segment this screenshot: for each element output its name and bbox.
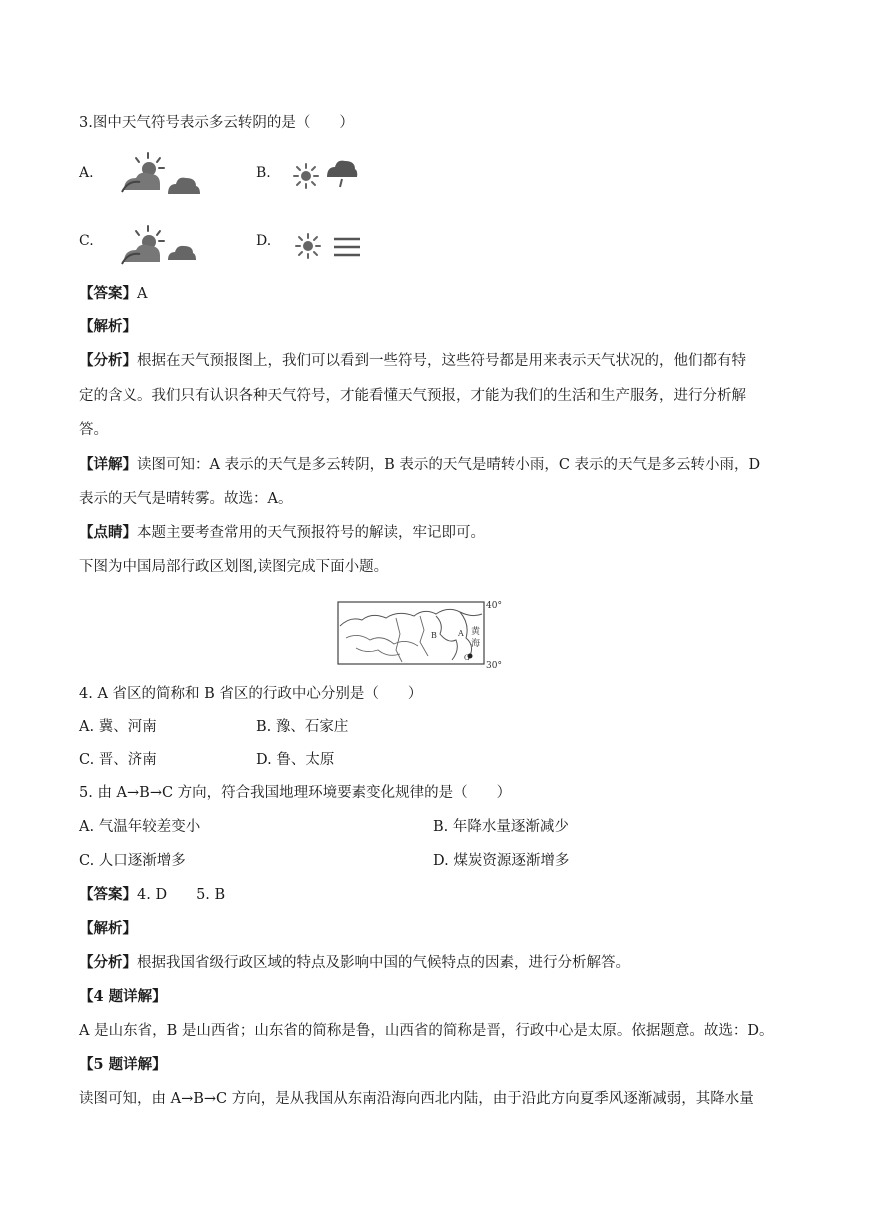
q4-detail-text: A 是山东省，B 是山西省；山东省的简称是鲁，山西省的简称是晋，行政中心是太原。依据题意。故选：D。 bbox=[79, 1023, 774, 1039]
partly-cloudy-icon bbox=[118, 224, 168, 270]
sun-icon bbox=[294, 232, 322, 260]
answer-tag: 【答案】 bbox=[79, 886, 137, 903]
dianjing-tag: 【点睛】 bbox=[79, 524, 137, 541]
map-label-c: C bbox=[464, 654, 470, 662]
q3-fenxi-line-1 bbox=[79, 350, 746, 372]
q3-fenxi-line-2: 定的含义。我们只有认识各种天气符号，才能看懂天气预报，才能为我们的生活和生产服务，进行分析解 bbox=[79, 388, 746, 404]
q3-xiangjie-line-1 bbox=[79, 454, 760, 476]
map-label-a: A bbox=[458, 629, 464, 638]
q3-fenxi-line-3: 答。 bbox=[79, 422, 108, 438]
q5-detail-text: 读图可知，由 A→B→C 方向，是从我国从东南沿海向西北内陆，由于沿此方向夏季风逐渐减弱，其降水量 bbox=[79, 1091, 754, 1107]
xiangjie-tag: 【详解】 bbox=[79, 456, 137, 473]
map-intro: 下图为中国局部行政区划图,读图完成下面小题。 bbox=[79, 559, 389, 575]
fenxi-tag: 【分析】 bbox=[79, 352, 137, 369]
xiangjie-text: 读图可知：A 表示的天气是多云转阴，B 表示的天气是晴转小雨，C 表示的天气是多云转小雨，D bbox=[137, 457, 761, 473]
fenxi-text: 根据我国省级行政区域的特点及影响中国的气候特点的因素，进行分析解答。 bbox=[137, 955, 630, 971]
q45-analysis-title: 【解析】 bbox=[79, 920, 137, 937]
q45-answer bbox=[79, 884, 225, 906]
q4-option-d: D. 鲁、太原 bbox=[256, 752, 335, 768]
q4-option-b: B. 豫、石家庄 bbox=[256, 719, 349, 735]
q4-option-c: C. 晋、济南 bbox=[79, 752, 157, 768]
answer-text: A bbox=[137, 286, 148, 302]
q5-option-b: B. 年降水量逐渐减少 bbox=[433, 819, 569, 835]
answer-text: 4. D 5. B bbox=[137, 887, 226, 903]
q5-detail-title: 【5 题详解】 bbox=[79, 1056, 167, 1073]
fenxi-tag: 【分析】 bbox=[79, 954, 137, 971]
cloud-icon bbox=[166, 242, 198, 262]
answer-tag: 【答案】 bbox=[79, 285, 137, 302]
q5-option-c: C. 人口逐渐增多 bbox=[79, 853, 186, 869]
q4-option-a: A. 冀、河南 bbox=[79, 719, 157, 735]
q3-option-c-label: C. bbox=[79, 233, 94, 249]
q5-option-d: D. 煤炭资源逐渐增多 bbox=[433, 853, 570, 869]
map-sea-label-2: 海 bbox=[471, 639, 481, 649]
map-sea-label-1: 黄 bbox=[471, 627, 481, 637]
q3-stem: 3.图中天气符号表示多云转阴的是（ ） bbox=[79, 115, 354, 131]
q3-xiangjie-line-2: 表示的天气是晴转雾。故选：A。 bbox=[79, 491, 293, 507]
q3-dianjing bbox=[79, 522, 485, 544]
fog-icon bbox=[332, 236, 362, 258]
q45-fenxi bbox=[79, 952, 630, 974]
overcast-icon bbox=[166, 172, 202, 196]
china-region-map bbox=[336, 594, 508, 672]
q3-analysis-title: 【解析】 bbox=[79, 318, 137, 335]
map-label-b: B bbox=[431, 631, 437, 640]
rain-cloud-icon bbox=[325, 157, 359, 195]
sun-icon bbox=[292, 162, 320, 190]
lat-30-label: 30° bbox=[486, 661, 502, 671]
dianjing-text: 本题主要考查常用的天气预报符号的解读，牢记即可。 bbox=[137, 525, 485, 541]
q3-answer bbox=[79, 283, 147, 305]
q3-option-d-label: D. bbox=[256, 233, 272, 249]
q4-stem: 4. A 省区的简称和 B 省区的行政中心分别是（ ） bbox=[79, 686, 423, 702]
lat-40-label: 40° bbox=[486, 601, 502, 611]
q3-option-a-label: A. bbox=[79, 165, 94, 181]
q4-detail-title: 【4 题详解】 bbox=[79, 988, 167, 1005]
q3-option-b-label: B. bbox=[256, 165, 271, 181]
fenxi-text: 根据在天气预报图上，我们可以看到一些符号，这些符号都是用来表示天气状况的，他们都有特 bbox=[137, 353, 746, 369]
q5-option-a: A. 气温年较差变小 bbox=[79, 819, 201, 835]
q5-stem: 5. 由 A→B→C 方向，符合我国地理环境要素变化规律的是（ ） bbox=[79, 785, 512, 801]
